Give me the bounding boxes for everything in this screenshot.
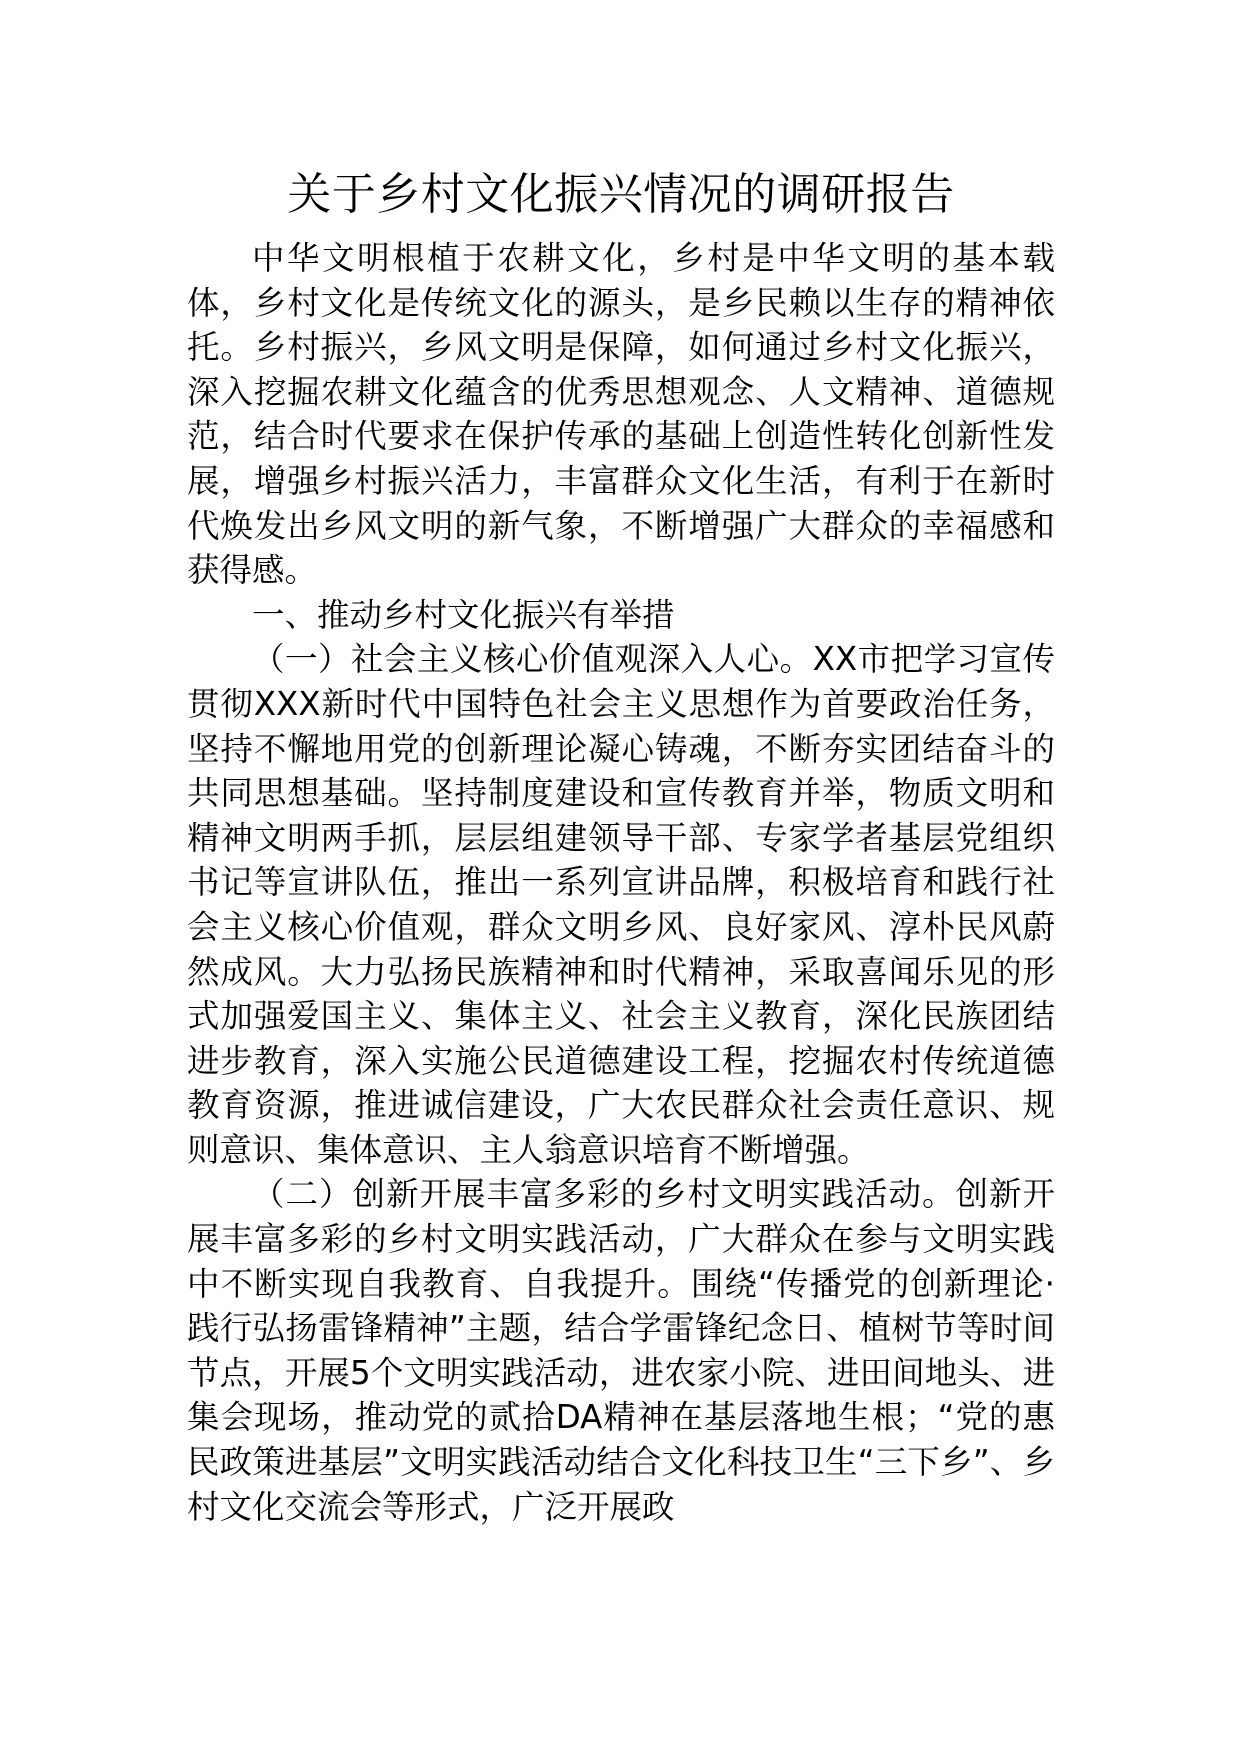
intro-paragraph: 中华文明根植于农耕文化，乡村是中华文明的基本载体，乡村文化是传统文化的源头，是乡民赖以生存的精神依托。乡村振兴，乡风文明是保障，如何通过乡村文化振兴，深入挖掘农耕文化蕴含的优秀思想观念、人文精神、道德规范，结合时代要求在保护传承的基础上创造性转化创新性发展，增强乡村振兴活力，丰富群众文化生活，有利于在新时代焕发出乡风文明的新气象，不断增强广大群众的幸福感和获得感。 — [187, 239, 1055, 590]
subsection-paragraph-2: （二）创新开展丰富多彩的乡村文明实践活动。创新开展丰富多彩的乡村文明实践活动，广大群众在参与文明实践中不断实现自我教育、自我提升。围绕“传播党的创新理论·践行弘扬雷锋精神”主题，结合学雷锋纪念日、植树节等时间节点，开展5个文明实践活动，进农家小院、进田间地头、进集会现场，推动党的贰拾DA精神在基层落地生根；“党的惠民政策进基层”文明实践活动结合文化科技卫生“三下乡”、乡村文化交流会等形式，广泛开展政 — [187, 1175, 1055, 1526]
document-page — [187, 160, 1055, 1529]
document-title: 关于乡村文化振兴情况的调研报告 — [287, 169, 955, 220]
section-heading-1: 一、推动乡村文化振兴有举措 — [252, 595, 675, 634]
subsection-paragraph-1: （一）社会主义核心价值观深入人心。XX市把学习宣传贯彻XXX新时代中国特色社会主义思想作为首要政治任务，坚持不懈地用党的创新理论凝心铸魂，不断夯实团结奋斗的共同思想基础。坚持制度建设和宣传教育并举，物质文明和精神文明两手抓，层层组建领导干部、专家学者基层党组织书记等宣讲队伍，推出一系列宣讲品牌，积极培育和践行社会主义核心价值观，群众文明乡风、良好家风、淳朴民风蔚然成风。大力弘扬民族精神和时代精神，采取喜闻乐见的形式加强爱国主义、集体主义、社会主义教育，深化民族团结进步教育，深入实施公民道德建设工程，挖掘农村传统道德教育资源，推进诚信建设，广大农民群众社会责任意识、规则意识、集体意识、主人翁意识培育不断增强。 — [187, 640, 1055, 1169]
